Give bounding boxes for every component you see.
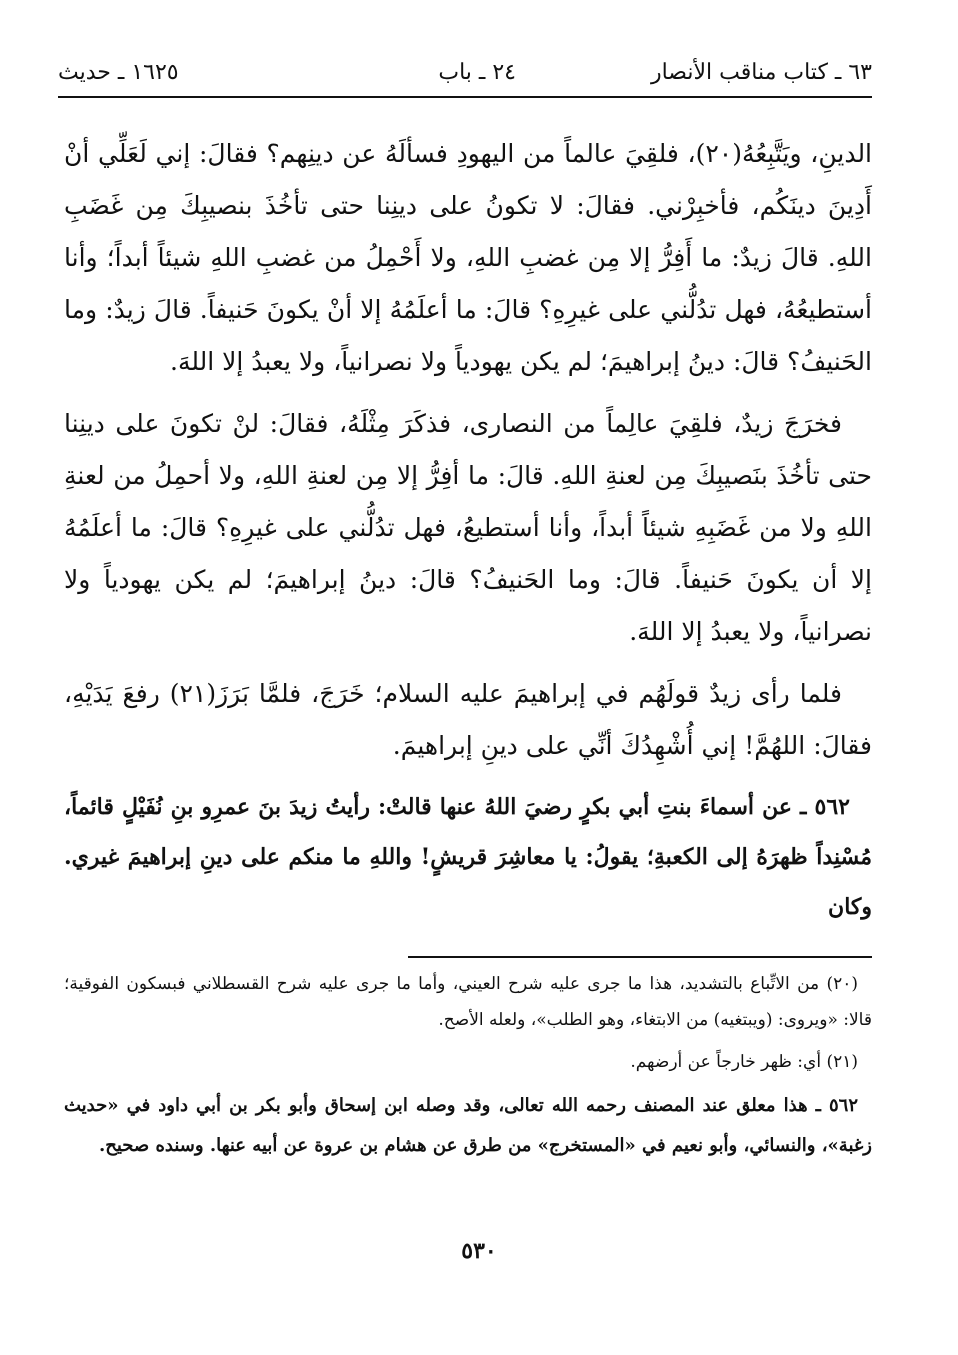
paragraph-3: فلما رأى زيدٌ قولَهُم في إبراهيمَ عليه السلام؛ خَرَجَ، فلمَّا بَرَزَ(٢١) رفعَ يَدَيْهِ، فقالَ: اللهُمَّ! إني أُشْهِدُكَ أنِّي على دينِ إبراهيمَ. bbox=[64, 679, 872, 760]
footnote-21: (٢١) أي: ظهر خارجاً عن أرضهم. bbox=[630, 1052, 858, 1072]
page-number: ٥٣٠ bbox=[461, 1238, 497, 1264]
paragraph-1: الدينِ، ويَتَّبِعُهُ(٢٠)، فلقِيَ عالماً من اليهودِ فسألَهُ عن دينِهم؟ فقالَ: إني لَعَلِّي أنْ أَدِينَ دينَكُم، فأخبِرْني. فقالَ: لا تكونُ على دينِنا حتى تأخُذَ بنصيبِكَ مِن غَضَبِ اللهِ. قالَ زيدٌ: ما أَفِرُّ إلا مِن غضبِ اللهِ، ولا أَحْمِلُ من غضبِ اللهِ شيئاً أبداً؛ وأنا أستطيعُهُ، فهل تدُلُّني على غيرِهِ؟ قالَ: ما أعلَمُهُ إلا أنْ يكونَ حَنيفاً. قالَ زيدٌ: وما الحَنيفُ؟ قالَ: دينُ إبراهيمَ؛ لم يكن يهودياً ولا نصرانياً، ولا يعبدُ إلا اللهَ. bbox=[64, 139, 873, 376]
footnotes bbox=[64, 966, 872, 1172]
header-hadith-number: ١٦٢٥ ـ حديث bbox=[58, 60, 179, 85]
main-text bbox=[64, 128, 872, 932]
footnote-562: ٥٦٢ ـ هذا معلق عند المصنف رحمه الله تعالى، وقد وصله ابن إسحاق وأبو بكر بن أبي داود في «حديث زغبة»، والنسائي، وأبو نعيم في «المستخرج» من طرق عن هشام بن عروة عن أبيه عنها. وسنده صحيح. bbox=[64, 1095, 872, 1156]
paragraph-2: فخرَجَ زيدٌ، فلقِيَ عالِماً من النصارى، فذكَرَ مِثْلَهُ، فقالَ: لنْ تكونَ على دينِنا حتى تأخُذَ بنَصيبِكَ مِن لعنةِ اللهِ. قالَ: ما أفِرُّ إلا مِن لعنةِ اللهِ، ولا أحمِلُ من لعنةِ اللهِ ولا من غَضَبِهِ شيئاً أبداً، وأنا أستطيعُ، فهل تدُلُّني على غيرِهِ؟ قالَ: ما أعلَمُهُ إلا أن يكونَ حَنيفاً. قالَ: وما الحَنيفُ؟ قالَ: دينُ إبراهيمَ؛ لم يكن يهودياً ولا نصرانياً، ولا يعبدُ إلا اللهَ. bbox=[64, 409, 872, 646]
header-chapter: ٦٣ ـ كتاب مناقب الأنصار bbox=[650, 60, 872, 85]
hadith-562: ٥٦٢ ـ عن أسماءَ بنتِ أبي بكرٍ رضيَ اللهُ عنها قالتْ: رأيتُ زيدَ بنَ عمرِو بنِ نُفَيْلٍ قائماً، مُسْنِداً ظهرَهُ إلى الكعبةِ؛ يقولُ: يا معاشِرَ قريشٍ! واللهِ ما منكم على دينِ إبراهيمَ غيري. وكان bbox=[64, 794, 872, 920]
footnote-rule bbox=[408, 956, 872, 958]
header-rule bbox=[58, 96, 872, 98]
running-header bbox=[58, 56, 872, 90]
header-section: ٢٤ ـ باب bbox=[438, 60, 516, 85]
footnote-20: (٢٠) من الاتِّباع بالتشديد، هذا ما جرى عليه شرح العيني، وأما ما جرى عليه شرح القسطلاني فبسكون الفوقية؛ قالا: «ويروى: (ويبتغيه) من الابتغاء، وهو الطلب»، ولعله الأصح. bbox=[64, 974, 872, 1030]
